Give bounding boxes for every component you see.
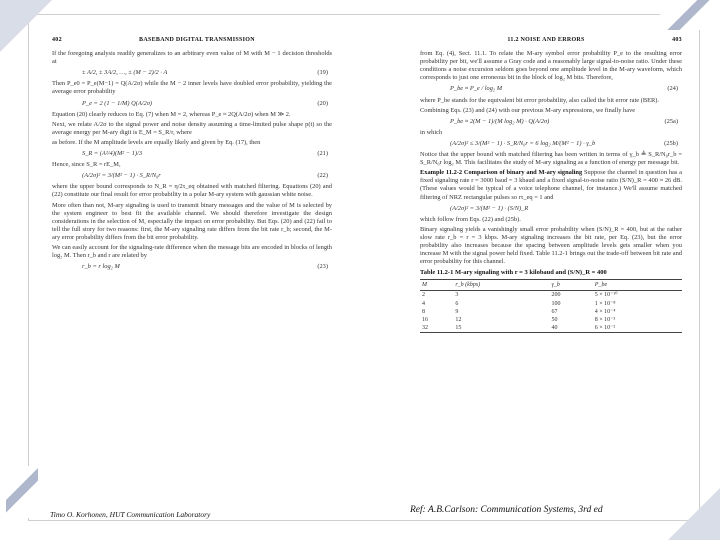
corner-decoration-top-right <box>660 0 712 30</box>
left-paragraph: Then P_e0 = P_e(M−1) = Q(A/2σ) while the M − 2 inner levels have doubled error probability, yielding the average error probability <box>52 80 332 96</box>
footer-author: Timo O. Korhonen, HUT Communication Laboratory <box>50 510 211 519</box>
table-row <box>420 291 682 300</box>
equation-expr: P_e = 2 (1 − 1/M) Q(A/2σ) <box>82 99 152 107</box>
equation-number: (21) <box>317 150 328 158</box>
right-paragraph: Notice that the upper bound with matched filtering has been written in terms of γ_b ≜ S_R/N₀r_b = S_R/N₀r log₂ M. This facilitates the study of M-ary signaling as a function of energy per message bit. <box>420 151 682 167</box>
table-cell: 15 <box>453 324 549 333</box>
table-header-cell: γ_b <box>549 280 592 291</box>
table-row <box>420 308 682 316</box>
table-cell: 100 <box>551 300 561 307</box>
table-cell: 40 <box>549 324 592 333</box>
left-paragraph: as before. If the M amplitude levels are equally likely and given by Eq. (17), then <box>52 138 261 146</box>
table-cell: 6 × 10⁻² <box>593 324 682 333</box>
equation-19 <box>52 69 332 77</box>
table-cell: 6 <box>455 300 459 307</box>
corner-decoration-top-left <box>0 0 52 52</box>
left-paragraph: Equation (20) clearly reduces to Eq. (7) when M = 2, whereas P_e ≈ 2Q(A/2σ) when M ≫ 2. <box>52 110 291 118</box>
equation-expr: (A/2σ)² ≤ 3/(M² − 1) · S_R/N₀r = 6 log₂ M/(M² − 1) · γ_b <box>450 139 596 147</box>
equation-24 <box>420 85 682 93</box>
equation-number: (25b) <box>664 139 678 147</box>
table-row <box>420 324 682 333</box>
right-paragraph: from Eq. (4), Sect. 11.1. To relate the M-ary symbol error probability P_e to the resulting error probability per bit, we'll assume a Gray code and a reasonably large signal-to-noise ratio. Under these conditions a noise excursion seldom goes beyond one amplitude level in the M-ary waveform, which corresponds to just one erroneous bit in the block of log₂ M bits. Therefore, <box>420 50 682 82</box>
table-cell: 16 <box>422 316 428 323</box>
equation-22 <box>52 172 332 180</box>
table-cell: 9 <box>455 308 459 315</box>
error-probability-table <box>420 279 682 333</box>
left-paragraph: If the foregoing analysis readily generalizes to an arbitrary even value of M with M − 1 decision thresholds at <box>52 50 332 66</box>
example-title: Example 11.2-2 Comparison of binary and M-ary signaling <box>420 169 583 177</box>
equation-expr: S_R = (A²/4)(M² − 1)/3 <box>82 150 143 158</box>
table-header-cell: M <box>420 280 453 291</box>
equation-number: (24) <box>667 85 678 93</box>
right-paragraph: which follow from Eqs. (22) and (25b). <box>420 215 521 223</box>
example-text: Suppose the channel in question has a fixed signaling rate r = 3000 baud = 3 kbaud and a fixed signal-to-noise ratio (S/N)_R = 400 ≈ 26 dB. (These values would be typical of a voice telephone channel, for instance.) We'll assume matched filtering of NRZ rectangular pulses so rτ_eq = 1 and <box>420 169 682 201</box>
table-cell: 50 <box>551 316 558 323</box>
table-cell: 4 × 10⁻⁴ <box>594 308 616 315</box>
left-running-head <box>52 36 332 44</box>
table-cell: 5 × 10⁻¹⁰ <box>594 292 618 299</box>
table-cell: 8 <box>422 308 425 315</box>
right-paragraph: Combining Eqs. (23) and (24) with our previous M-ary expressions, we finally have <box>420 106 636 114</box>
left-paragraph: Hence, since S_R = rE_M, <box>52 161 121 169</box>
table-title: Table 11.2-1 M-ary signaling with r = 3 kilobaud and (S/N)_R = 400 <box>420 269 607 277</box>
equation-expr: (A/2σ)² = 3/(M² − 1) · (S/N)_R <box>450 204 529 212</box>
right-paragraph: in which <box>420 128 443 136</box>
table-cell: 12 <box>455 316 462 323</box>
table-row <box>420 316 682 324</box>
equation-expr: (A/2σ)² = 3/(M² − 1) · S_R/N₀r <box>82 172 161 180</box>
right-page-number: 403 <box>672 37 682 43</box>
equation-23 <box>52 263 332 271</box>
left-page-number: 402 <box>52 37 62 43</box>
table-header-cell: P_be <box>593 280 682 291</box>
equation-example <box>420 205 682 213</box>
equation-25b <box>420 140 682 148</box>
equation-20 <box>52 100 332 108</box>
left-book-page <box>52 36 332 274</box>
table-header-cell: r_b (kbps) <box>453 280 549 291</box>
table-cell: 1 × 10⁻⁸ <box>594 300 616 307</box>
table-cell: 4 <box>422 300 425 307</box>
table-cell: 67 <box>551 308 558 315</box>
equation-number: (22) <box>317 172 328 180</box>
equation-number: (23) <box>317 263 328 271</box>
table-cell: 2 <box>422 292 425 299</box>
equation-number: (25a) <box>664 117 678 125</box>
left-paragraph: More often than not, M-ary signaling is used to transmit binary messages and the value of M is selected by the system engineer to best fit the available channel. We should therefore investigate the design considerations in the selection of M, especially the impact on error probability. But Eqs. (20) and (22) fail to tell the full story for two reasons: first, the M-ary signaling rate differs from the bit rate r_b; second, the M-ary error probability differs from the bit error probability. <box>52 201 332 241</box>
equation-25a <box>420 118 682 126</box>
corner-decoration-bottom-left <box>6 466 38 518</box>
table-header-row <box>420 280 682 291</box>
table-cell: 32 <box>420 324 453 333</box>
footer-reference: Ref: A.B.Carlson: Communication Systems, 3rd ed <box>410 505 603 515</box>
table-cell: 8 × 10⁻³ <box>594 316 616 323</box>
equation-expr: r_b = r log₂ M <box>82 263 120 271</box>
equation-number: (19) <box>317 69 328 77</box>
left-paragraph: Next, we relate A/2σ to the signal power and noise density assuming a time-limited pulse shape p(t) so the average energy per M-ary digit is E_M = S_R/r, where <box>52 120 332 136</box>
corner-decoration-bottom-right <box>668 488 720 540</box>
equation-expr: ± A/2, ± 3A/2, …, ± (M − 2)/2 · A <box>82 69 168 77</box>
right-paragraph: where P_be stands for the equivalent bit error probability, also called the bit error rate (BER). <box>420 96 659 104</box>
left-chapter-title: BASEBAND DIGITAL TRANSMISSION <box>139 37 255 43</box>
equation-21 <box>52 150 332 158</box>
right-book-page <box>420 36 682 333</box>
left-paragraph: where the upper bound corresponds to N_R = η/2τ_eq obtained with matched filtering. Equations (20) and (22) constitute our final result for error probability in a polar M-ary system with gaussian white noise. <box>52 183 332 199</box>
equation-expr: P_be ≈ P_e / log₂ M <box>450 85 503 93</box>
table-row <box>420 300 682 308</box>
right-running-head <box>420 36 682 44</box>
example-block <box>420 169 682 201</box>
equation-number: (20) <box>317 99 328 107</box>
table-cell: 3 <box>455 292 459 299</box>
right-chapter-title: 11.2 NOISE AND ERRORS <box>507 37 585 43</box>
left-paragraph: We can easily account for the signaling-rate difference when the message bits are encoded in blocks of length log₂ M. Then r_b and r are related by <box>52 243 332 260</box>
right-paragraph: Binary signaling yields a vanishingly small error probability when (S/N)_R = 400, but at the rather slow rate r_b = r = 3 kbps. M-ary signaling increases the bit rate, per Eq. (23), but the error probability also increases because the spacing between amplitude levels gets smaller when you increase M with the signal power held fixed. Table 11.2-1 brings out the trade-off between bit rate and error probability for this channel. <box>420 225 682 266</box>
table-cell: 200 <box>551 292 561 299</box>
equation-expr: P_be ≈ 2(M − 1)/(M log₂ M) · Q(A/2σ) <box>450 117 550 125</box>
